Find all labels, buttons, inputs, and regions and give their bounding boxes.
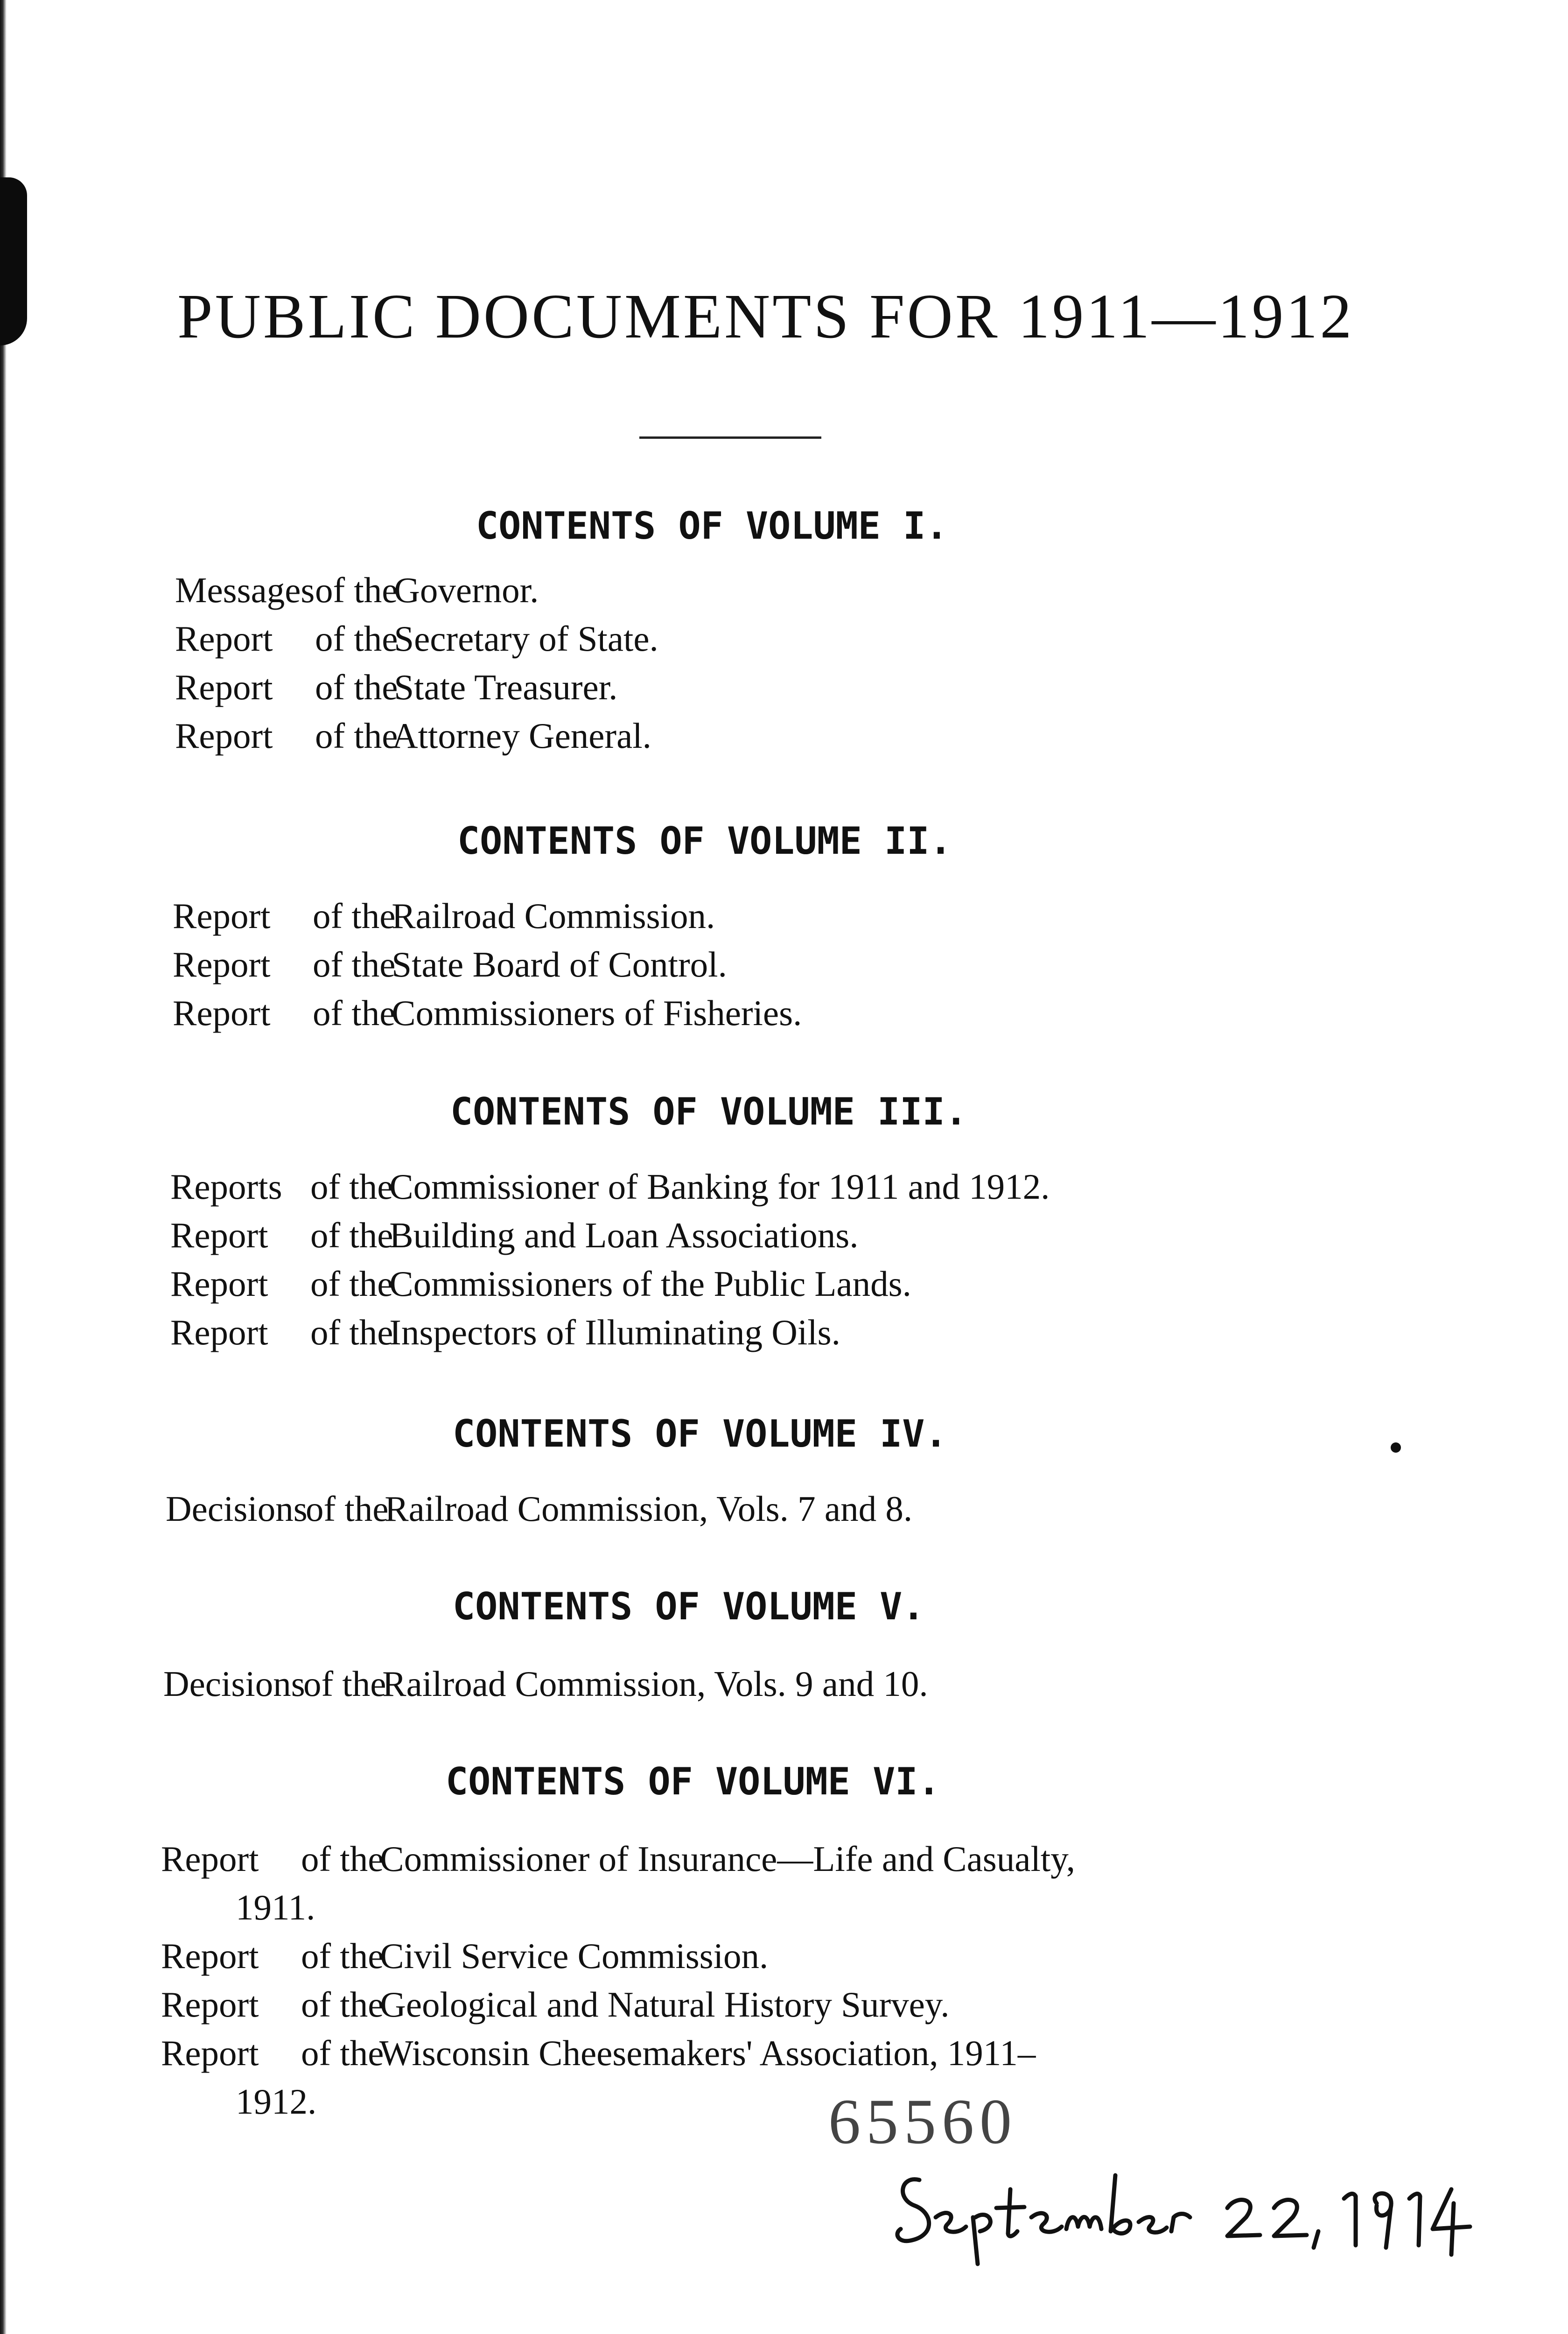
volume-3-entry: Report of the Building and Loan Associations. bbox=[170, 1215, 859, 1255]
volume-1-entry: Report of the State Treasurer. bbox=[175, 667, 618, 707]
scan-edge-shadow bbox=[0, 0, 7, 2334]
volume-2-entry: Report of the Commissioners of Fisheries. bbox=[173, 993, 802, 1033]
volume-4-entry: Decisionsof the Railroad Commission, Vols. 7 and 8. bbox=[166, 1489, 913, 1529]
volume-2-entry: Report of the State Board of Control. bbox=[173, 944, 727, 984]
accession-number: 65560 bbox=[828, 2086, 1017, 2157]
volume-1-entry: Report of the Attorney General. bbox=[175, 716, 651, 756]
volume-3-entry: Reports of the Commissioner of Banking for 1911 and 1912. bbox=[170, 1167, 1050, 1207]
volume-2-entry: Report of the Railroad Commission. bbox=[173, 896, 715, 936]
title-rule bbox=[639, 436, 821, 439]
volume-2-heading: CONTENTS OF VOLUME II. bbox=[457, 819, 952, 863]
volume-6-entry: Report of the Commissioner of Insurance—Life and Casualty, 1911. bbox=[161, 1839, 1075, 1927]
volume-5-heading: CONTENTS OF VOLUME V. bbox=[453, 1585, 925, 1628]
volume-4-heading: CONTENTS OF VOLUME IV. bbox=[453, 1412, 947, 1455]
volume-1-entry: Messagesof the Governor. bbox=[175, 570, 539, 610]
ink-dot bbox=[1391, 1442, 1401, 1453]
volume-3-heading: CONTENTS OF VOLUME III. bbox=[450, 1090, 967, 1133]
volume-1-heading: CONTENTS OF VOLUME I. bbox=[476, 504, 948, 548]
volume-3-entry: Report of the Inspectors of Illuminating Oils. bbox=[170, 1312, 840, 1352]
volume-6-entry: Report of the Geological and Natural History Survey. bbox=[161, 1984, 950, 2025]
volume-6-entry: Report of the Civil Service Commission. bbox=[161, 1936, 769, 1976]
volume-6-heading: CONTENTS OF VOLUME VI. bbox=[446, 1760, 940, 1803]
handwritten-date-signature bbox=[891, 2147, 1479, 2287]
volume-5-entry: Decisionsof the Railroad Commission, Vols. 9 and 10. bbox=[163, 1664, 928, 1704]
volume-3-entry: Report of the Commissioners of the Public Lands. bbox=[170, 1264, 911, 1304]
volume-6-entry: Report of the Wisconsin Cheesemakers' Association, 1911– 1912. bbox=[161, 2033, 1036, 2122]
scan-edge-blot bbox=[0, 177, 27, 345]
page-title: PUBLIC DOCUMENTS FOR 1911—1912 bbox=[177, 281, 1354, 352]
volume-1-entry: Report of the Secretary of State. bbox=[175, 619, 658, 659]
